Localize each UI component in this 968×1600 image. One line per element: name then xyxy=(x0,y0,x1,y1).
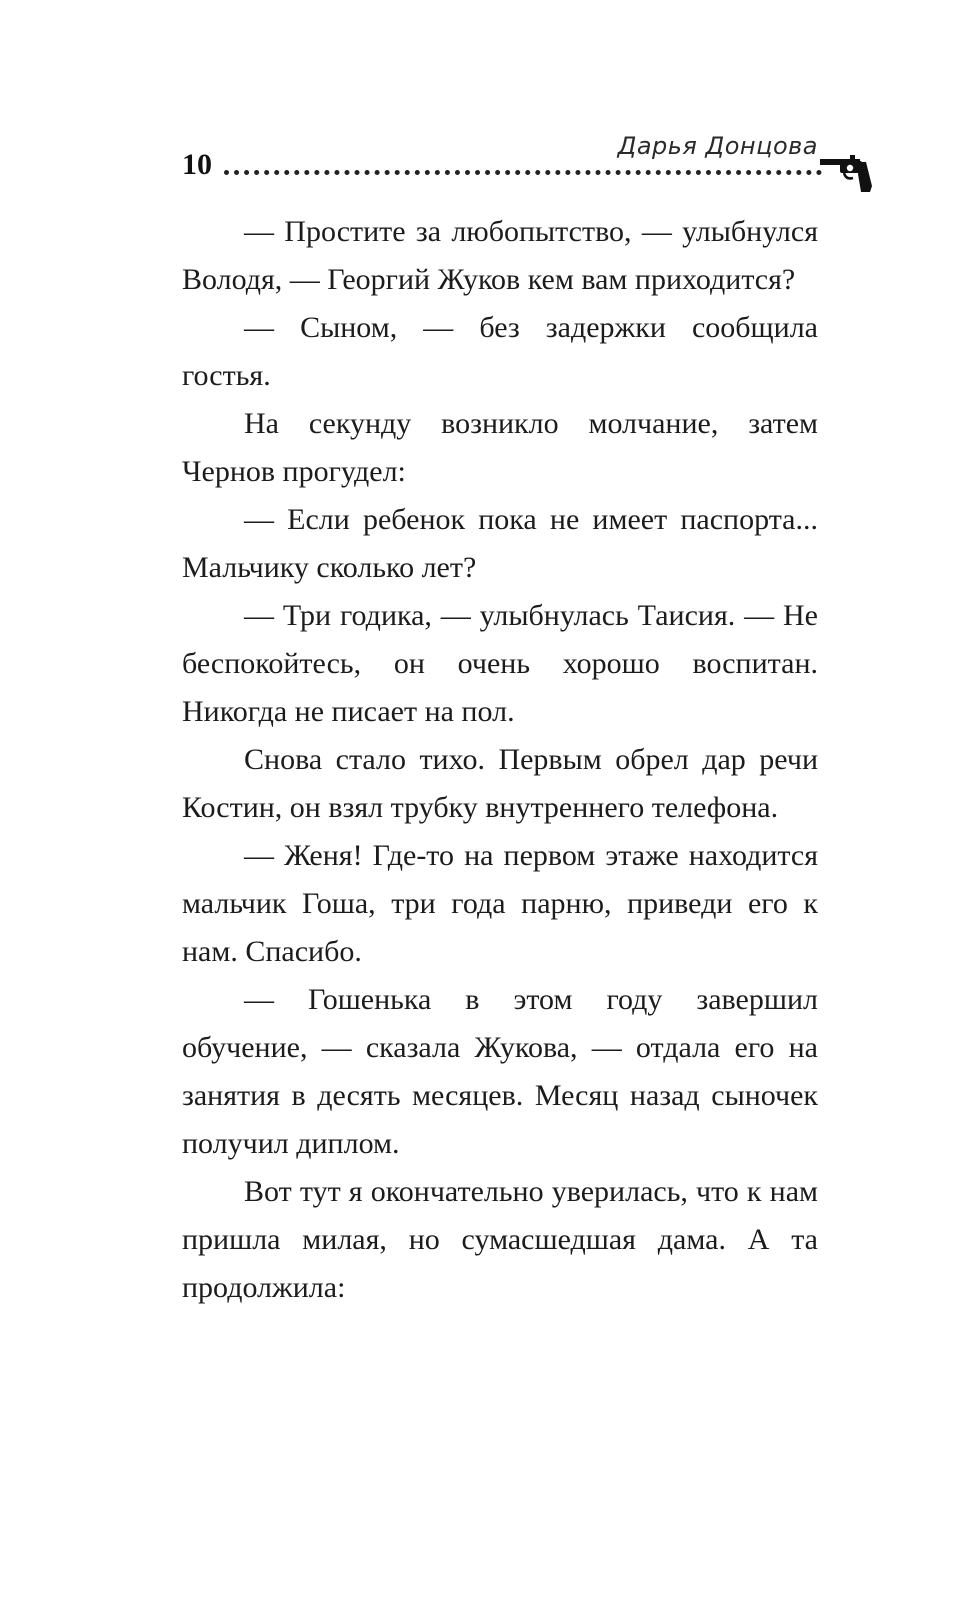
paragraph: — Гошенька в этом году завершил обучение, — сказала Жукова, — отдала его на занятия в десять месяцев. Месяц назад сыночек получил диплом. xyxy=(182,983,818,1160)
body-text xyxy=(182,208,818,1312)
running-head xyxy=(182,132,872,202)
paragraph: — Простите за любопытство, — улыбнулся Володя, — Георгий Жуков кем вам приходится? xyxy=(182,215,818,296)
paragraph: Снова стало тихо. Первым обрел дар речи Костин, он взял трубку внутреннего телефона. xyxy=(182,743,818,824)
dotted-rule xyxy=(224,170,822,175)
author-name: Дарья Донцова xyxy=(617,132,818,160)
page-number: 10 xyxy=(182,148,212,181)
paragraph: — Сыном, — без задержки сообщила гостья. xyxy=(182,311,818,392)
revolver-icon xyxy=(820,152,872,194)
paragraph: — Три годика, — улыбнулась Таисия. — Не беспокойтесь, он очень хорошо воспитан. Никогда не писает на пол. xyxy=(182,599,818,728)
paragraph: — Женя! Где-то на первом этаже находится мальчик Гоша, три года парню, приведи его к нам. Спасибо. xyxy=(182,839,818,968)
paragraph: Вот тут я окончательно уверилась, что к нам пришла милая, но сумасшедшая дама. А та продолжила: xyxy=(182,1175,818,1304)
paragraph: — Если ребенок пока не имеет паспорта... Мальчику сколько лет? xyxy=(182,503,818,584)
paragraph: На секунду возникло молчание, затем Чернов прогудел: xyxy=(182,407,818,488)
